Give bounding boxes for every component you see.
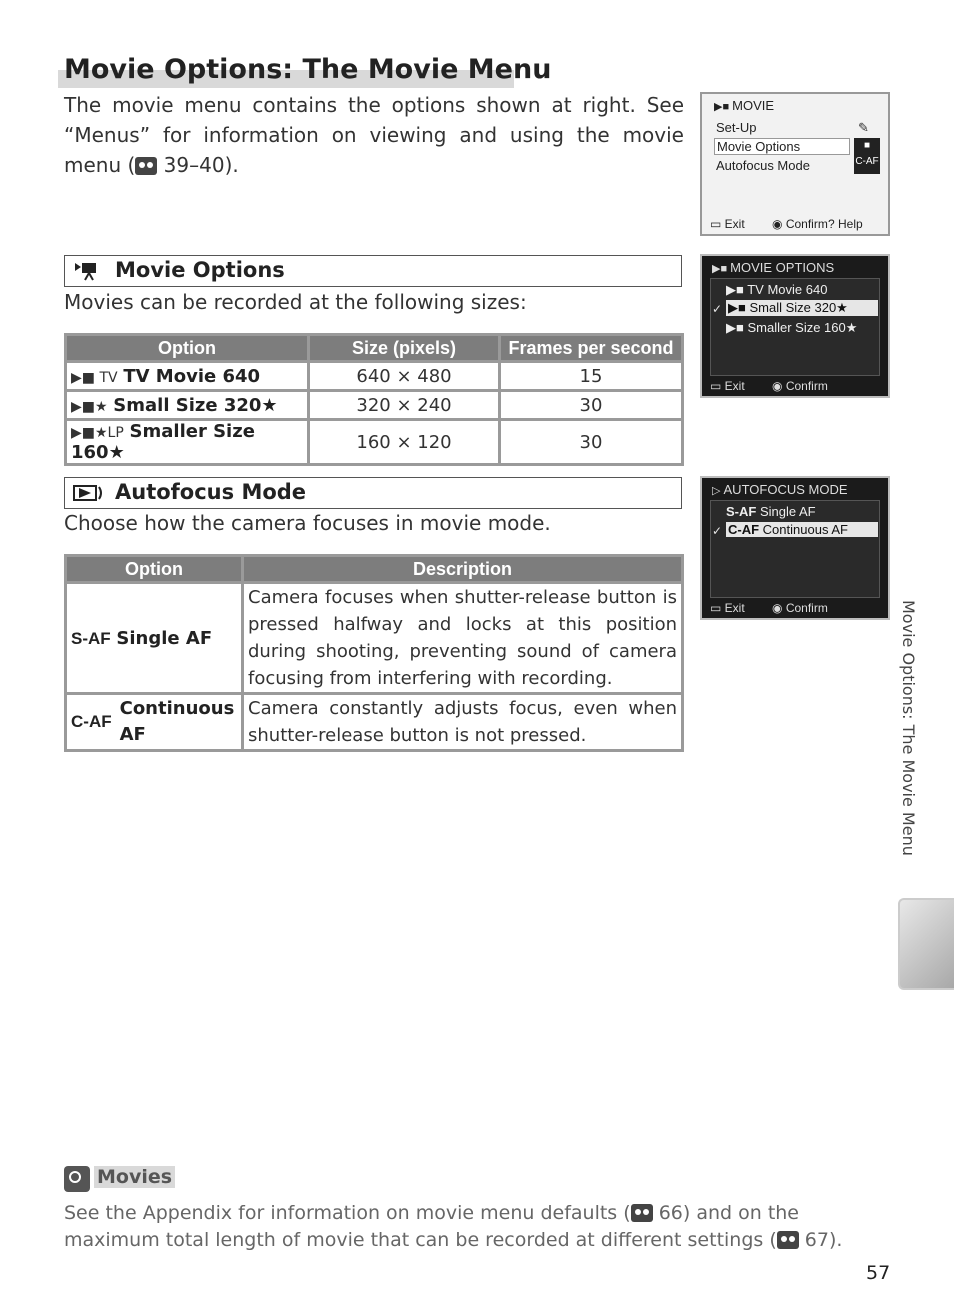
page-ref-icon	[631, 1204, 653, 1222]
col-description: Description	[244, 557, 681, 581]
autofocus-heading	[64, 477, 682, 509]
saf-icon: S-AF	[71, 628, 111, 648]
movie-options-heading	[64, 255, 682, 287]
movie-icon: ▶■	[714, 101, 733, 113]
screen-movie-options-header: ▶■ MOVIE OPTIONS	[712, 260, 835, 275]
option-label: Small Size 320★	[113, 394, 278, 416]
screen-movie-header: ▶■ MOVIE	[714, 98, 775, 113]
size-cell: 160 × 120	[310, 421, 498, 463]
table-row	[67, 392, 681, 418]
option-cell	[67, 421, 307, 463]
check-icon: ✓	[712, 524, 723, 538]
footer-exit: ▭ Exit	[710, 217, 745, 231]
caf-icon: C-AF	[71, 712, 112, 731]
page-ref-icon	[777, 1231, 799, 1249]
table-header-row	[67, 557, 681, 581]
intro-ref: 39–40).	[157, 153, 239, 177]
fps-cell: 30	[501, 392, 681, 418]
chapter-tab	[898, 898, 954, 990]
footer-help: ? Help	[828, 217, 863, 231]
option-label: TV Movie 640	[123, 365, 261, 387]
menu-item-movie-options[interactable]: Movie Options	[714, 138, 850, 155]
table-row	[67, 421, 681, 463]
side-section-label: Movie Options: The Movie Menu	[899, 600, 918, 856]
movie-camera-icon	[73, 260, 101, 286]
movie-icon: ■	[863, 140, 871, 151]
autofocus-title: Autofocus Mode	[115, 480, 307, 504]
fps-cell: 30	[501, 421, 681, 463]
fps-cell: 15	[501, 363, 681, 389]
option-cell	[67, 584, 241, 692]
movie-smaller-icon: ▶■★LP	[71, 425, 124, 441]
page-number: 57	[866, 1262, 891, 1284]
table-row	[67, 695, 681, 749]
intro-text: The movie menu contains the options shown at right. See “Menus” for information on viewing and using the movie menu (	[64, 93, 684, 177]
caf-badge	[854, 138, 880, 174]
col-fps: Frames per second	[501, 336, 681, 360]
check-icon: ✓	[712, 302, 723, 316]
menu-item-smaller-size[interactable]: ▶■ Smaller Size 160★	[726, 320, 858, 335]
page-title: Movie Options: The Movie Menu	[64, 54, 552, 85]
page-ref-icon	[135, 157, 157, 175]
description-cell: Camera constantly adjusts focus, even when shutter-release button is not pressed.	[244, 695, 681, 749]
movie-options-lead: Movies can be recorded at the following sizes:	[64, 290, 527, 314]
option-cell	[67, 392, 307, 418]
movie-size-table	[64, 333, 684, 466]
movie-tv-icon: ▶■ TV	[71, 369, 118, 386]
size-cell: 320 × 240	[310, 392, 498, 418]
footer-confirm: ◉ Confirm	[772, 379, 828, 393]
caf-icon: C-AF	[728, 522, 760, 537]
option-label: Smaller Size 160★	[71, 421, 255, 463]
menu-item-autofocus[interactable]: Autofocus Mode	[716, 158, 810, 173]
autofocus-icon	[73, 482, 107, 508]
screen-movie-options	[700, 254, 890, 398]
option-label: Single AF	[116, 627, 213, 649]
saf-icon: S-AF	[726, 504, 757, 519]
table-row	[67, 584, 681, 692]
note-title: Movies	[94, 1166, 175, 1188]
menu-item-setup[interactable]: Set-Up	[716, 120, 757, 135]
note-text: See the Appendix for information on movie menu defaults ( 66) and on the maximum total length of movie that can be recorded at different settings ( 67).	[64, 1202, 843, 1251]
col-size: Size (pixels)	[310, 336, 498, 360]
table-header-row	[67, 336, 681, 360]
option-cell	[67, 363, 307, 389]
screen-movie-menu	[700, 92, 890, 236]
wrench-icon: ✎	[858, 120, 869, 135]
note-icon	[64, 1166, 90, 1192]
movie-options-title: Movie Options	[115, 258, 285, 282]
footer-confirm: ◉ Confirm	[772, 217, 828, 231]
menu-item-small-size[interactable]: ▶■ Small Size 320★	[726, 300, 878, 316]
col-option: Option	[67, 557, 241, 581]
intro-paragraph	[64, 90, 684, 180]
screen-autofocus-header: ▷ AUTOFOCUS MODE	[712, 482, 848, 497]
footer-exit: ▭ Exit	[710, 379, 745, 393]
option-label: Continuous AF	[119, 698, 235, 745]
option-cell	[67, 695, 241, 749]
autofocus-icon: ▷	[712, 485, 724, 497]
table-row	[67, 363, 681, 389]
autofocus-table	[64, 554, 684, 752]
movie-small-icon: ▶■★	[71, 398, 108, 415]
menu-item-tv-movie[interactable]: ▶■ TV Movie 640	[726, 282, 828, 297]
footer-confirm: ◉ Confirm	[772, 601, 828, 615]
caf-badge-label: C-AF	[855, 156, 879, 167]
col-option: Option	[67, 336, 307, 360]
footer-exit: ▭ Exit	[710, 601, 745, 615]
screen-autofocus	[700, 476, 890, 620]
menu-item-single-af[interactable]: S-AF Single AF	[726, 504, 816, 519]
movie-icon: ▶■	[712, 263, 731, 275]
description-cell: Camera focuses when shutter-release button is pressed halfway and locks at this position during shooting, preventing sound of camera focusing from interfering with recording.	[244, 584, 681, 692]
size-cell: 640 × 480	[310, 363, 498, 389]
autofocus-lead: Choose how the camera focuses in movie mode.	[64, 511, 551, 535]
menu-item-continuous-af[interactable]: C-AF Continuous AF	[726, 522, 878, 537]
